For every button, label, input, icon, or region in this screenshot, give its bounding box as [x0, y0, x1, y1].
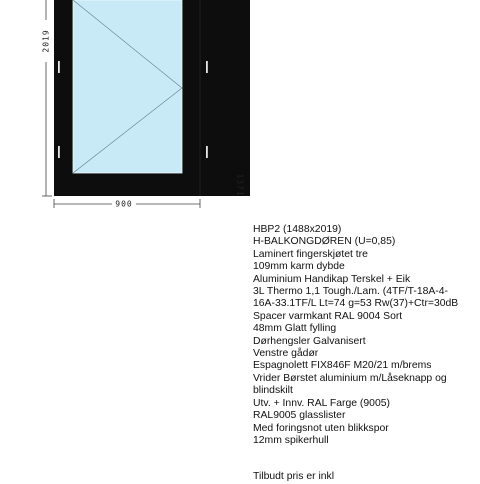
spec-line-handle-1: Vrider Børstet aluminium m/Låseknapp og — [253, 372, 447, 384]
spec-line-wood: Laminert fingerskjøtet tre — [253, 248, 368, 260]
height-dimension-label: 2019 — [41, 29, 51, 53]
width-dimension-label: 900 — [115, 199, 133, 209]
spec-line-model: HBP2 (1488x2019) — [253, 224, 342, 235]
spec-price-note: Tilbudt pris er inkl — [253, 471, 335, 483]
spec-line-opening-side: Venstre gådør — [253, 348, 319, 360]
spec-line-handle-2: blindskilt — [253, 385, 293, 397]
handle-mark-top — [206, 61, 208, 73]
spec-line-nail-holes: 12mm spikerhull — [253, 434, 329, 446]
product-specification — [253, 224, 480, 484]
spec-line-filling: 48mm Glatt fylling — [253, 323, 337, 335]
spec-spacer — [253, 447, 480, 471]
door-drawing — [0, 0, 250, 215]
spec-line-frame-depth: 109mm karm dybde — [253, 261, 345, 273]
hinge-bottom — [58, 146, 60, 158]
spec-line-glass-1: 3L Thermo 1,1 Tough./Lam. (4TF/T-18A-4- — [253, 286, 449, 298]
spec-line-spacer: Spacer varmkant RAL 9004 Sort — [253, 310, 403, 322]
spec-line-threshold: Aluminium Handikap Terskel + Eik — [253, 273, 411, 285]
spec-line-glass-strips: RAL9005 glasslister — [253, 410, 346, 422]
hinge-top — [58, 61, 60, 73]
glass-pane — [73, 0, 182, 173]
spec-line-espagnolette: Espagnolett FIX846F M20/21 m/brems — [253, 360, 432, 372]
handle-mark-bottom — [206, 146, 208, 158]
spec-line-glass-2: 16A-33.1TF/L Lt=74 g=53 Rw(37)+Ctr=30dB — [253, 298, 459, 310]
spec-line-color: Utv. + Innv. RAL Farge (9005) — [253, 397, 390, 409]
side-dimension-label: 1371 — [235, 173, 245, 197]
spec-line-hinges: Dørhengsler Galvanisert — [253, 335, 366, 347]
fixed-side-panel — [200, 0, 250, 196]
spec-line-lining: Med foringsnot uten blikkspor — [253, 422, 389, 434]
spec-line-product: H-BALKONGDØREN (U=0,85) — [253, 236, 396, 248]
